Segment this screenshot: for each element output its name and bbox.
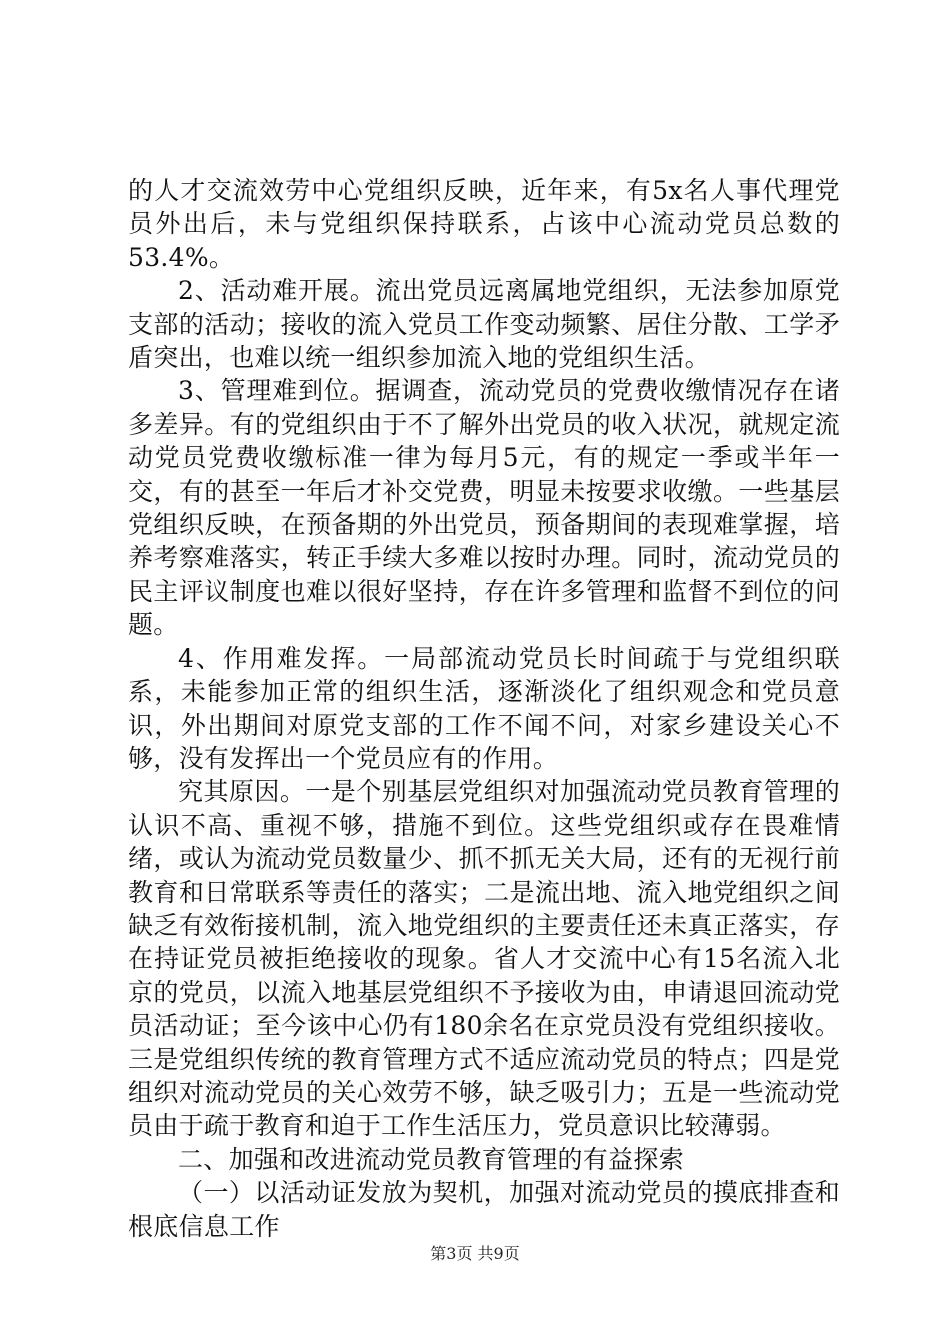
- subsection-heading: （一）以活动证发放为契机，加强对流动党员的摸底排查和根底信息工作: [128, 1178, 840, 1241]
- page-footer: [0, 1244, 950, 1264]
- document-body: [128, 174, 840, 1243]
- paragraph-5: 究其原因。一是个别基层党组织对加强流动党员教育管理的认识不高、重视不够，措施不到位。这些党组织或存在畏难情绪，或认为流动党员数量少、抓不抓无关大局，还有的无视行前教育和日常联系等责任的落实；二是流出地、流入地党组织之间缺乏有效衔接机制，流入地党组织的主要责任还未真正落实，存在持证党员被拒绝接收的现象。省人才交流中心有15名流入北京的党员，以流入地基层党组织不予接收为由，申请退回流动党员活动证；至今该中心仍有180余名在京党员没有党组织接收。三是党组织传统的教育管理方式不适应流动党员的特点；四是党组织对流动党员的关心效劳不够，缺乏吸引力；五是一些流动党员由于疏于教育和迫于工作生活压力，党员意识比较薄弱。: [128, 777, 840, 1141]
- section-heading: 二、加强和改进流动党员教育管理的有益探索: [178, 1144, 685, 1174]
- page-number-label: 第3页 共9页: [430, 1244, 520, 1263]
- paragraph-1: 的人才交流效劳中心党组织反映，近年来，有5x名人事代理党员外出后，未与党组织保持联系，占该中心流动党员总数的53.4%。: [128, 176, 840, 272]
- paragraph-3: 3、管理难到位。据调查，流动党员的党费收缴情况存在诸多差异。有的党组织由于不了解外出党员的收入状况，就规定流动党员党费收缴标准一律为每月5元，有的规定一季或半年一交，有的甚至一年后才补交党费，明显未按要求收缴。一些基层党组织反映，在预备期的外出党员，预备期间的表现难掌握，培养考察难落实，转正手续大多难以按时办理。同时，流动党员的民主评议制度也难以很好坚持，存在许多管理和监督不到位的问题。: [128, 376, 840, 640]
- paragraph-4: 4、作用难发挥。一局部流动党员长时间疏于与党组织联系，未能参加正常的组织生活，逐渐淡化了组织观念和党员意识，外出期间对原党支部的工作不闻不问，对家乡建设关心不够，没有发挥出一个党员应有的作用。: [128, 643, 840, 773]
- paragraph-2: 2、活动难开展。流出党员远离属地党组织，无法参加原党支部的活动；接收的流入党员工作变动频繁、居住分散、工学矛盾突出，也难以统一组织参加流入地的党组织生活。: [128, 276, 840, 373]
